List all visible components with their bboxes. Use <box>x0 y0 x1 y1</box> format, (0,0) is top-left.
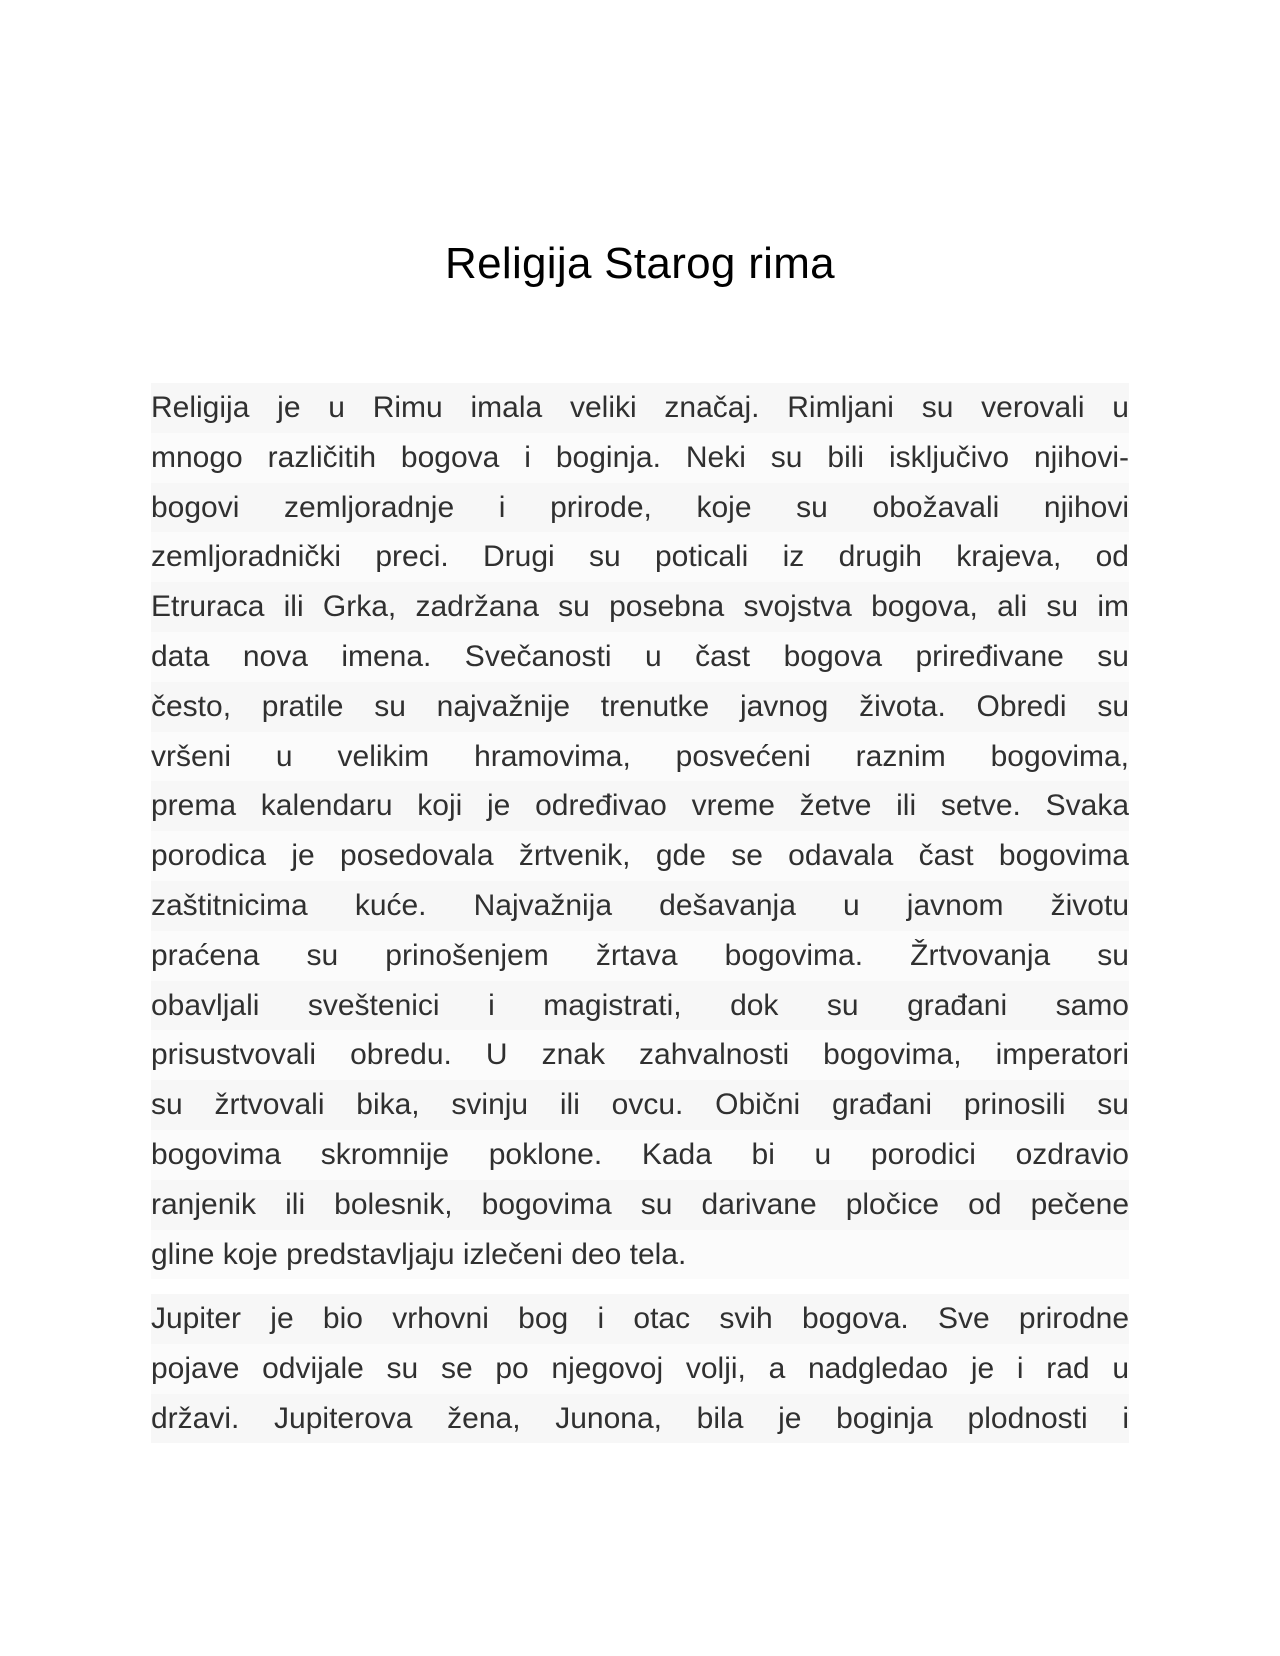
text-line: gline koje predstavljaju izlečeni deo tela. <box>151 1230 1129 1280</box>
text-line: Etruraca ili Grka, zadržana su posebna svojstva bogova, ali su im <box>151 582 1129 632</box>
text-line: data nova imena. Svečanosti u čast bogova priređivane su <box>151 632 1129 682</box>
text-line: bogovi zemljoradnje i prirode, koje su obožavali njihovi <box>151 483 1129 533</box>
text-line: prisustvovali obredu. U znak zahvalnosti bogovima, imperatori <box>151 1030 1129 1080</box>
text-line: porodica je posedovala žrtvenik, gde se odavala čast bogovima <box>151 831 1129 881</box>
text-line: često, pratile su najvažnije trenutke javnog života. Obredi su <box>151 682 1129 732</box>
text-line: mnogo različitih bogova i boginja. Neki su bili isključivo njihovi- <box>151 433 1129 483</box>
text-line: vršeni u velikim hramovima, posvećeni raznim bogovima, <box>151 732 1129 782</box>
document-title: Religija Starog rima <box>445 239 835 288</box>
text-line: Jupiter je bio vrhovni bog i otac svih bogova. Sve prirodne <box>151 1294 1129 1344</box>
text-line: su žrtvovali bika, svinju ili ovcu. Obični građani prinosili su <box>151 1080 1129 1130</box>
paragraph-2 <box>151 1294 1129 1443</box>
paragraph-1 <box>151 383 1129 1279</box>
text-line: obavljali sveštenici i magistrati, dok su građani samo <box>151 981 1129 1031</box>
text-line: pojave odvijale su se po njegovoj volji, a nadgledao je i rad u <box>151 1344 1129 1394</box>
text-line: Religija je u Rimu imala veliki značaj. Rimljani su verovali u <box>151 383 1129 433</box>
text-line: bogovima skromnije poklone. Kada bi u porodici ozdravio <box>151 1130 1129 1180</box>
text-line: praćena su prinošenjem žrtava bogovima. Žrtvovanja su <box>151 931 1129 981</box>
text-line: zemljoradnički preci. Drugi su poticali iz drugih krajeva, od <box>151 532 1129 582</box>
text-line: prema kalendaru koji je određivao vreme žetve ili setve. Svaka <box>151 781 1129 831</box>
text-line: zaštitnicima kuće. Najvažnija dešavanja u javnom životu <box>151 881 1129 931</box>
text-line: državi. Jupiterova žena, Junona, bila je boginja plodnosti i <box>151 1394 1129 1444</box>
text-line: ranjenik ili bolesnik, bogovima su darivane pločice od pečene <box>151 1180 1129 1230</box>
